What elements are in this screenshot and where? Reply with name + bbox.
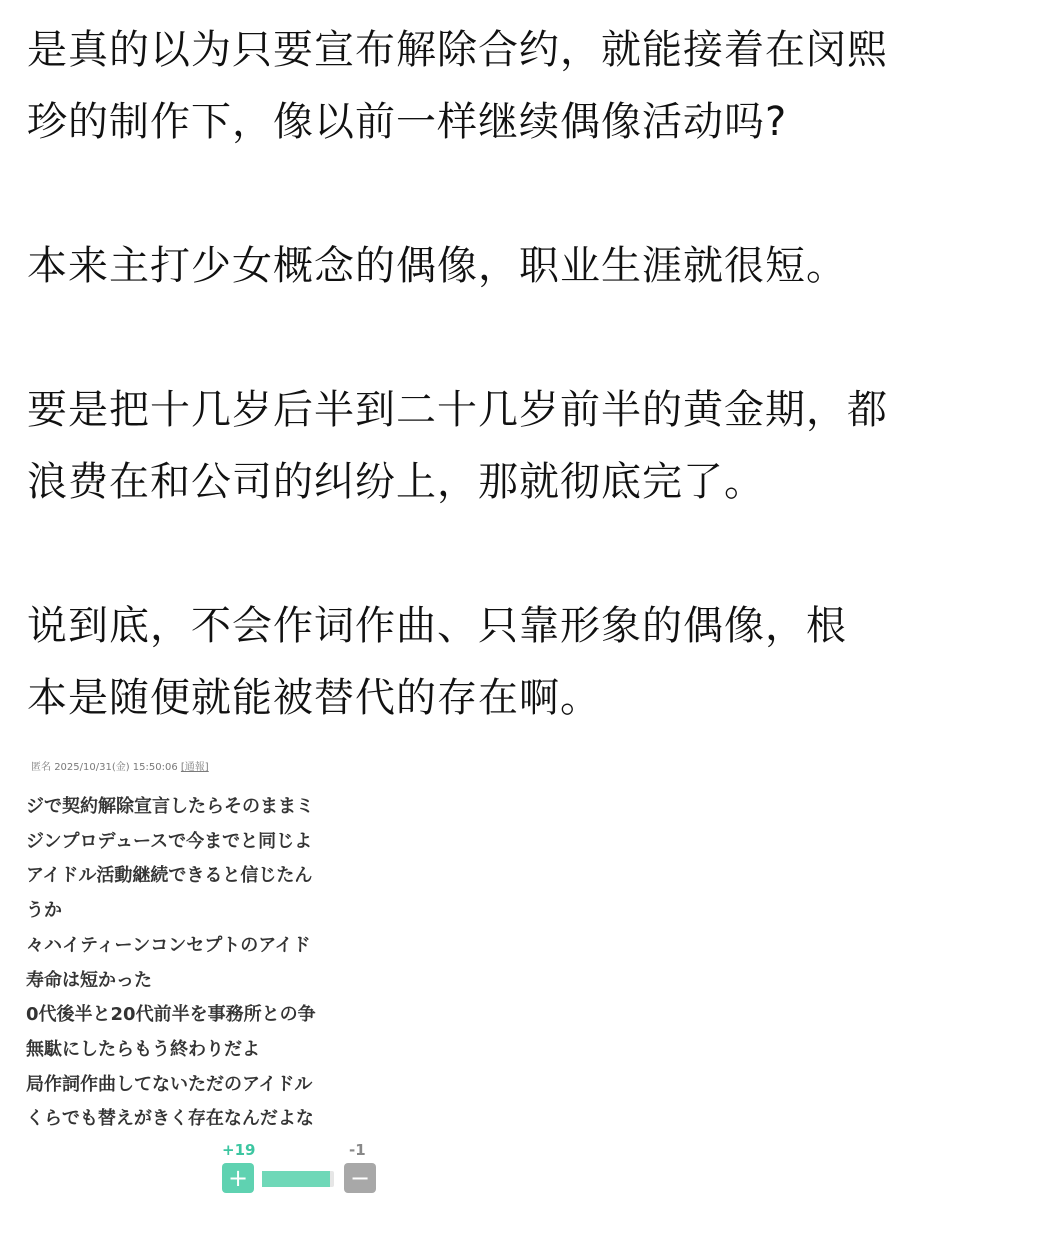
vote-ratio-fill (262, 1171, 330, 1187)
comment-line: 無駄にしたらもう終わりだよ (26, 1038, 260, 1060)
paragraph-line: 要是把十几岁后半到二十几岁前半的黄金期，都 (27, 387, 888, 433)
plus-icon: + (227, 1164, 249, 1192)
paragraph-line: 珍的制作下，像以前一样继续偶像活动吗? (27, 99, 788, 145)
article-paragraph (27, 590, 1037, 734)
article-paragraph (27, 374, 1037, 518)
minus-vote-button[interactable] (344, 1163, 376, 1193)
minus-icon: − (349, 1164, 371, 1192)
comment-line: くらでも替えがきく存在なんだよな (26, 1108, 314, 1130)
comment-timestamp: 2025/10/31(金) 15:50:06 (54, 762, 178, 773)
article-paragraph (27, 14, 1037, 158)
comment-line: 局作詞作曲してないただのアイドル (26, 1073, 313, 1095)
plus-vote-button[interactable] (222, 1163, 254, 1193)
minus-vote-count: -1 (349, 1141, 366, 1159)
paragraph-line: 本是随便就能被替代的存在啊。 (27, 675, 601, 721)
paragraph-line: 浪费在和公司的纠纷上，那就彻底完了。 (27, 459, 765, 505)
plus-vote-count: +19 (222, 1141, 256, 1159)
comment-line: 0代後半と20代前半を事務所との争 (26, 1004, 316, 1026)
paragraph-line: 本来主打少女概念的偶像，职业生涯就很短。 (27, 243, 847, 289)
paragraph-line: 是真的以为只要宣布解除合约，就能接着在闵熙 (27, 27, 888, 73)
paragraph-line: 说到底，不会作词作曲、只靠形象的偶像，根 (27, 603, 847, 649)
comment-line: ジで契約解除宣言したらそのままミ (26, 796, 314, 817)
comment-line: 々ハイティーンコンセプトのアイド (26, 934, 311, 956)
comment-meta (31, 758, 209, 773)
comment-line: 寿命は短かった (26, 969, 152, 991)
article-text (27, 14, 1037, 806)
comment-line: ジンプロデュースで今までと同じよ (26, 830, 313, 852)
report-link[interactable]: [通報] (180, 762, 209, 773)
comment-line: うか (26, 900, 62, 922)
embedded-comment-screenshot (22, 752, 371, 1202)
comment-body (22, 790, 364, 1137)
comment-line: アイドル活動継続できると信じたん (26, 865, 313, 887)
article-paragraph (27, 230, 1037, 302)
vote-ratio-bar (262, 1171, 334, 1187)
comment-author: 匿名 (31, 762, 51, 773)
